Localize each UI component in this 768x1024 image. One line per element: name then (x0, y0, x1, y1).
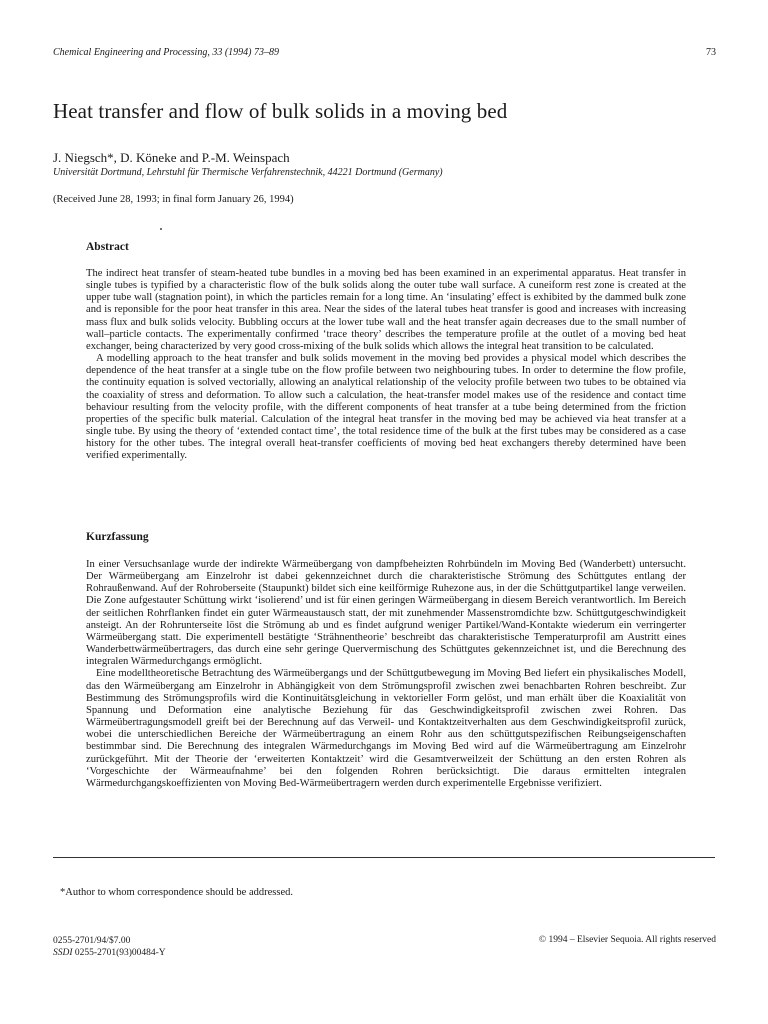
received-dates: (Received June 28, 1993; in final form January 26, 1994) (53, 194, 294, 205)
kurzfassung-paragraph: In einer Versuchsanlage wurde der indirekte Wärmeübergang von dampfbeheizten Rohrbündeln im Moving Bed (Wanderbett) untersucht. Der Wärmeübergang am Einzelrohr ist dabei gekennzeichnet durch die charakteristische Strömung des Schüttgutes entlang der Rohraußenwand. Auf der Rohroberseite (Staupunkt) bildet sich eine keilförmige Ruhezone aus, in der die Schüttgutpartikel lange verweilen. Die Zone aufgestauter Schüttung wirkt ‘isolierend’ und ist für einen geringen Wärmeübergang in diesem Bereich verantwortlich. Im Bereich der seitlichen Rohrflanken findet ein guter Wärmeaustausch statt, der mit zunehmender Massenstromdichte bzw. Schüttgutgeschwindigkeit ansteigt. An der Rohrunterseite löst die Strömung ab und es findet aufgrund weniger Partikel/Wand-Kontakte wiederum ein verringerter Wärmeübergang statt. Die experimentell bestätigte ‘Strähnentheorie’ beschreibt das charakteristische Temperaturprofil am Austritt eines Wanderbettwärmeübertragers, das durch eine sehr geringe Quervermischung des Schüttgutes gekennzeichnet ist, und die Berechnung des integralen Wärmedurchgangs ermöglicht. (86, 559, 686, 668)
copyright-notice: © 1994 – Elsevier Sequoia. All rights reserved (538, 935, 716, 945)
article-title: Heat transfer and flow of bulk solids in a moving bed (53, 99, 508, 123)
stray-dot (160, 228, 162, 230)
abstract-paragraph: A modelling approach to the heat transfer and bulk solids movement in the moving bed provides a physical model which describes the dependence of the heat transfer at a single tube on the flow profile between two neighbouring tubes. In order to determine the flow profile, the continuity equation is solved vectorially, allowing an analytical relationship of the velocity profile between two tubes to be obtained via the coaxiality of stress and deformation. To allow such a calculation, the heat-transfer model makes use of the residence and contact time behaviour resulting from the velocity profile, with the different components of heat transfer at a tube being determined from the friction properties of the specific bulk material. Calculation of the integral heat transfer in the moving bed may be achieved via heat transfer at a single tube. By using the theory of ‘extended contact time’, the total residence time of the bulk at the first tubes may be considered as a case history for the other tubes. The integral overall heat-transfer coefficients of moving bed heat exchangers thereby determined have been verified experimentally. (86, 353, 686, 462)
kurzfassung-heading: Kurzfassung (86, 531, 149, 543)
publication-ids (53, 935, 166, 959)
page-number: 73 (706, 47, 716, 58)
abstract-body (86, 268, 686, 463)
correspondence-footnote: *Author to whom correspondence should be addressed. (60, 887, 293, 898)
abstract-heading: Abstract (86, 241, 129, 253)
abstract-paragraph: The indirect heat transfer of steam-heated tube bundles in a moving bed has been examined in an experimental apparatus. Heat transfer in single tubes is typified by a characteristic flow of the bulk solids along the outer tube wall surface. A cuneiform rest zone is created at the upper tube wall (stagnation point), in which the particles remain for a long time. An ‘insulating’ effect is exhibited by the dammed bulk zone and is reponsible for the poor heat transfer in this area. Near the sides of the lateral tubes heat transfer is good and increases with increasing mass flux and bulk solids velocity. Bubbling occurs at the lower tube wall and the heat transfer again decreases due to the small number of wall–particle contacts. The experimentally confirmed ‘trace theory’ describes the temperature profile at the outlet of a moving bed heat exchanger, being characterized by very good cross-mixing of the bulk solids which allows the integral heat transition to be calculated. (86, 268, 686, 352)
kurzfassung-paragraph: Eine modelltheoretische Betrachtung des Wärmeübergangs und der Schüttgutbewegung im Moving Bed liefert ein physikalisches Modell, das den Wärmeübergang am Einzelrohr in Abhängigkeit von dem Strömungsprofil zwischen zwei benachbarten Rohren beschreibt. Zur Bestimmung des Strömungsprofils wird die Kontinuitätsgleichung in vektorieller Form gelöst, und man erhält über die Koaxialität von Spannung und Deformation eine analytische Beziehung für das Geschwindigkeitsprofil zwischen zwei Rohren. Das Wärmeübertragungsmodell greift bei der Berechnung auf das Verweil- und Kontaktzeitverhalten aus dem Geschwindigkeitsprofil zurück, wobei die unterschiedlichen Bereiche der Wärmeübertragung an einem Rohr aus den schüttgutspezifischen Reibungseigenschaften bestimmbar sind. Die Berechnung des integralen Wärmedurchgangs im Moving Bed wird auf die Wärmeübertragung am Einzelrohr zurückgeführt. Mit der Theorie der ‘erweiterten Kontaktzeit’ wird die Gesamtverweilzeit der Schüttung an den ersten Rohren als ‘Vorgeschichte der Wärmeaufnahme’ bei den folgenden Rohren berücksichtigt. Die daraus ermittelten integralen Wärmedurchgangskoeffizienten von Moving Bed-Wärmeübertragern werden durch experimentelle Ergebnisse verifiziert. (86, 668, 686, 789)
journal-citation: Chemical Engineering and Processing, 33 (1994) 73–89 (53, 47, 279, 58)
ssdi-value: 0255-2701(93)00484-Y (72, 948, 166, 958)
issn-code: 0255-2701/94/$7.00 (53, 936, 131, 946)
ssdi-label: SSDI (53, 948, 73, 958)
running-header (53, 47, 716, 58)
footnote-divider (53, 857, 715, 858)
ssdi-code (53, 947, 166, 959)
author-list: J. Niegsch*, D. Köneke and P.-M. Weinspach (53, 150, 290, 165)
kurzfassung-body (86, 559, 686, 790)
author-affiliation: Universität Dortmund, Lehrstuhl für Thermische Verfahrenstechnik, 44221 Dortmund (Germany) (53, 167, 443, 178)
